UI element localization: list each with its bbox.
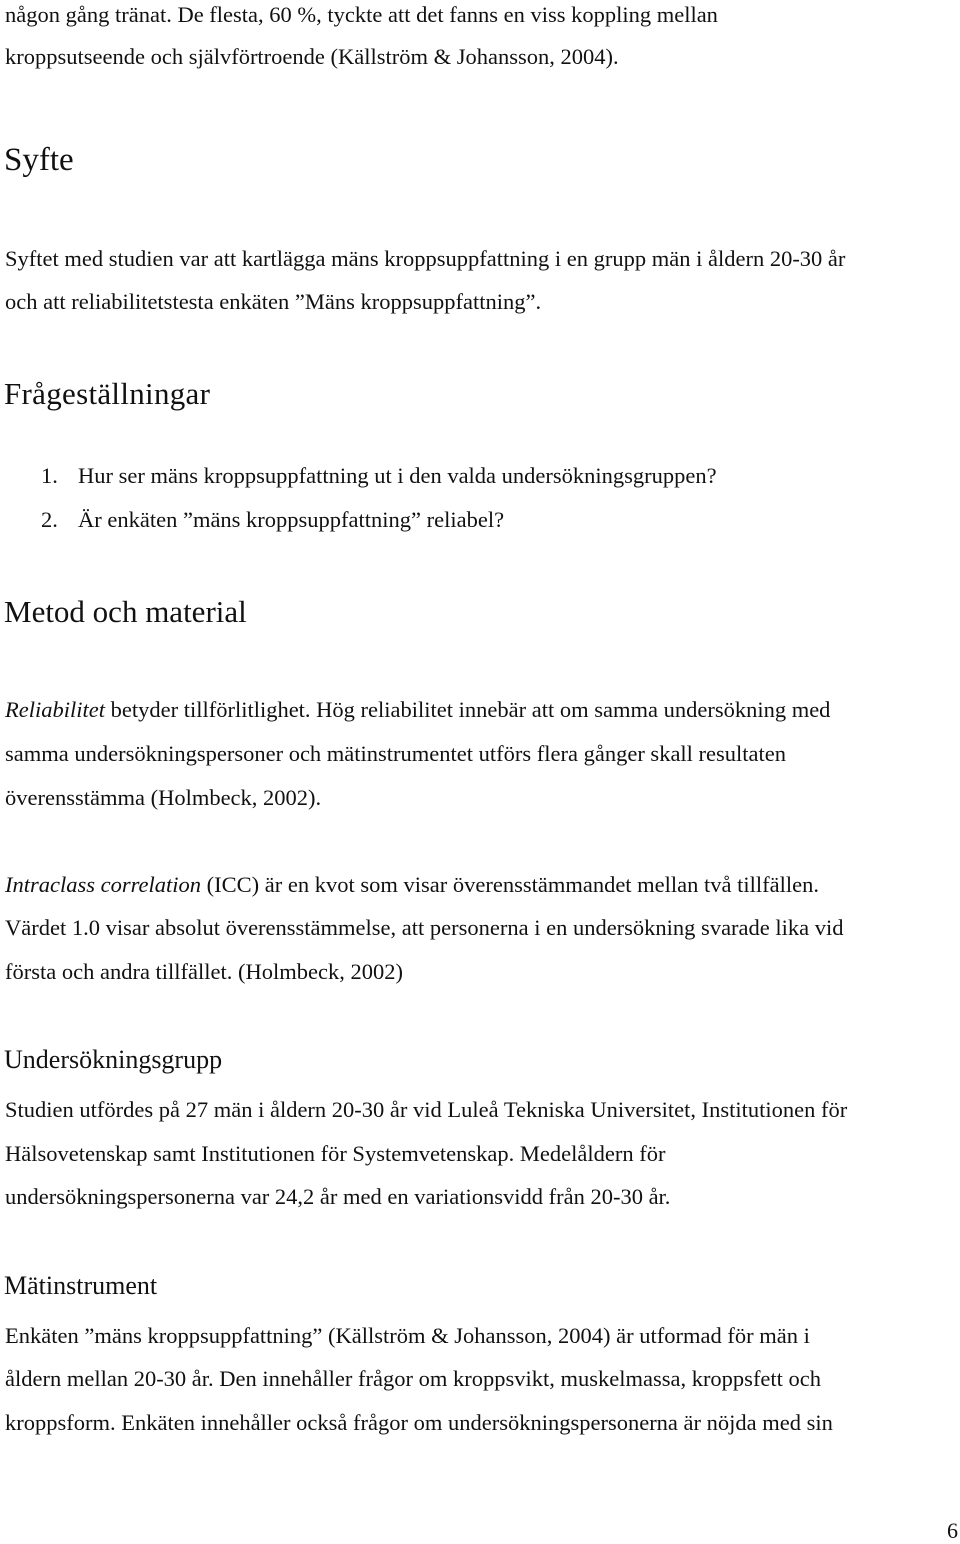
list-item xyxy=(41,505,504,535)
list-item-number: 2. xyxy=(41,507,58,532)
reliabilitet-line-2: samma undersökningspersoner och mätinstrumentet utförs flera gånger skall resultaten xyxy=(5,741,787,766)
undersokningsgrupp-line-1: Studien utfördes på 27 män i åldern 20-30 år vid Luleå Tekniska Universitet, Institutionen för xyxy=(5,1097,848,1122)
reliabilitet-line-3: överensstämma (Holmbeck, 2002). xyxy=(5,785,322,810)
section-heading-undersokningsgrupp: Undersökningsgrupp xyxy=(4,1045,223,1074)
term-reliabilitet: Reliabilitet xyxy=(5,697,105,722)
matinstrument-line-2: åldern mellan 20-30 år. Den innehåller frågor om kroppsvikt, muskelmassa, kroppsfett och xyxy=(5,1366,822,1391)
intro-line-2: kroppsutseende och självförtroende (Källström & Johansson, 2004). xyxy=(5,44,619,69)
section-heading-metod: Metod och material xyxy=(4,594,247,629)
intro-line-1: någon gång tränat. De flesta, 60 %, tyckte att det fanns en viss koppling mellan xyxy=(5,2,718,27)
matinstrument-line-3: kroppsform. Enkäten innehåller också frågor om undersökningspersonerna är nöjda med sin xyxy=(5,1410,833,1435)
page-number: 6 xyxy=(947,1518,958,1543)
section-heading-fragestallningar: Frågeställningar xyxy=(4,376,211,411)
reliabilitet-line-1-text: betyder tillförlitlighet. Hög reliabilitet innebär att om samma undersökning med xyxy=(104,697,831,722)
section-heading-matinstrument: Mätinstrument xyxy=(4,1271,158,1300)
undersokningsgrupp-line-3: undersökningspersonerna var 24,2 år med en variationsvidd från 20-30 år. xyxy=(5,1184,671,1209)
icc-line-3: första och andra tillfället. (Holmbeck, 2002) xyxy=(5,959,403,984)
list-item-number: 1. xyxy=(41,463,58,488)
term-intraclass-correlation: Intraclass correlation xyxy=(5,872,202,897)
icc-line-1-text: (ICC) är en kvot som visar överensstämmandet mellan två tillfällen. xyxy=(201,872,819,897)
icc-line-1 xyxy=(5,870,819,900)
matinstrument-line-1: Enkäten ”mäns kroppsuppfattning” (Källström & Johansson, 2004) är utformad för män i xyxy=(5,1323,810,1348)
syfte-line-1: Syftet med studien var att kartlägga mäns kroppsuppfattning i en grupp män i åldern 20-30 år xyxy=(5,246,846,271)
list-item-text: Är enkäten ”mäns kroppsuppfattning” reliabel? xyxy=(78,507,505,532)
undersokningsgrupp-line-2: Hälsovetenskap samt Institutionen för Systemvetenskap. Medelåldern för xyxy=(5,1141,666,1166)
syfte-line-2: och att reliabilitetstesta enkäten ”Mäns kroppsuppfattning”. xyxy=(5,289,542,314)
icc-line-2: Värdet 1.0 visar absolut överensstämmelse, att personerna i en undersökning svarade lika vid xyxy=(5,915,844,940)
reliabilitet-line-1 xyxy=(5,695,830,725)
section-heading-syfte: Syfte xyxy=(4,142,74,178)
list-item-text: Hur ser mäns kroppsuppfattning ut i den valda undersökningsgruppen? xyxy=(78,463,717,488)
list-item xyxy=(41,461,717,491)
